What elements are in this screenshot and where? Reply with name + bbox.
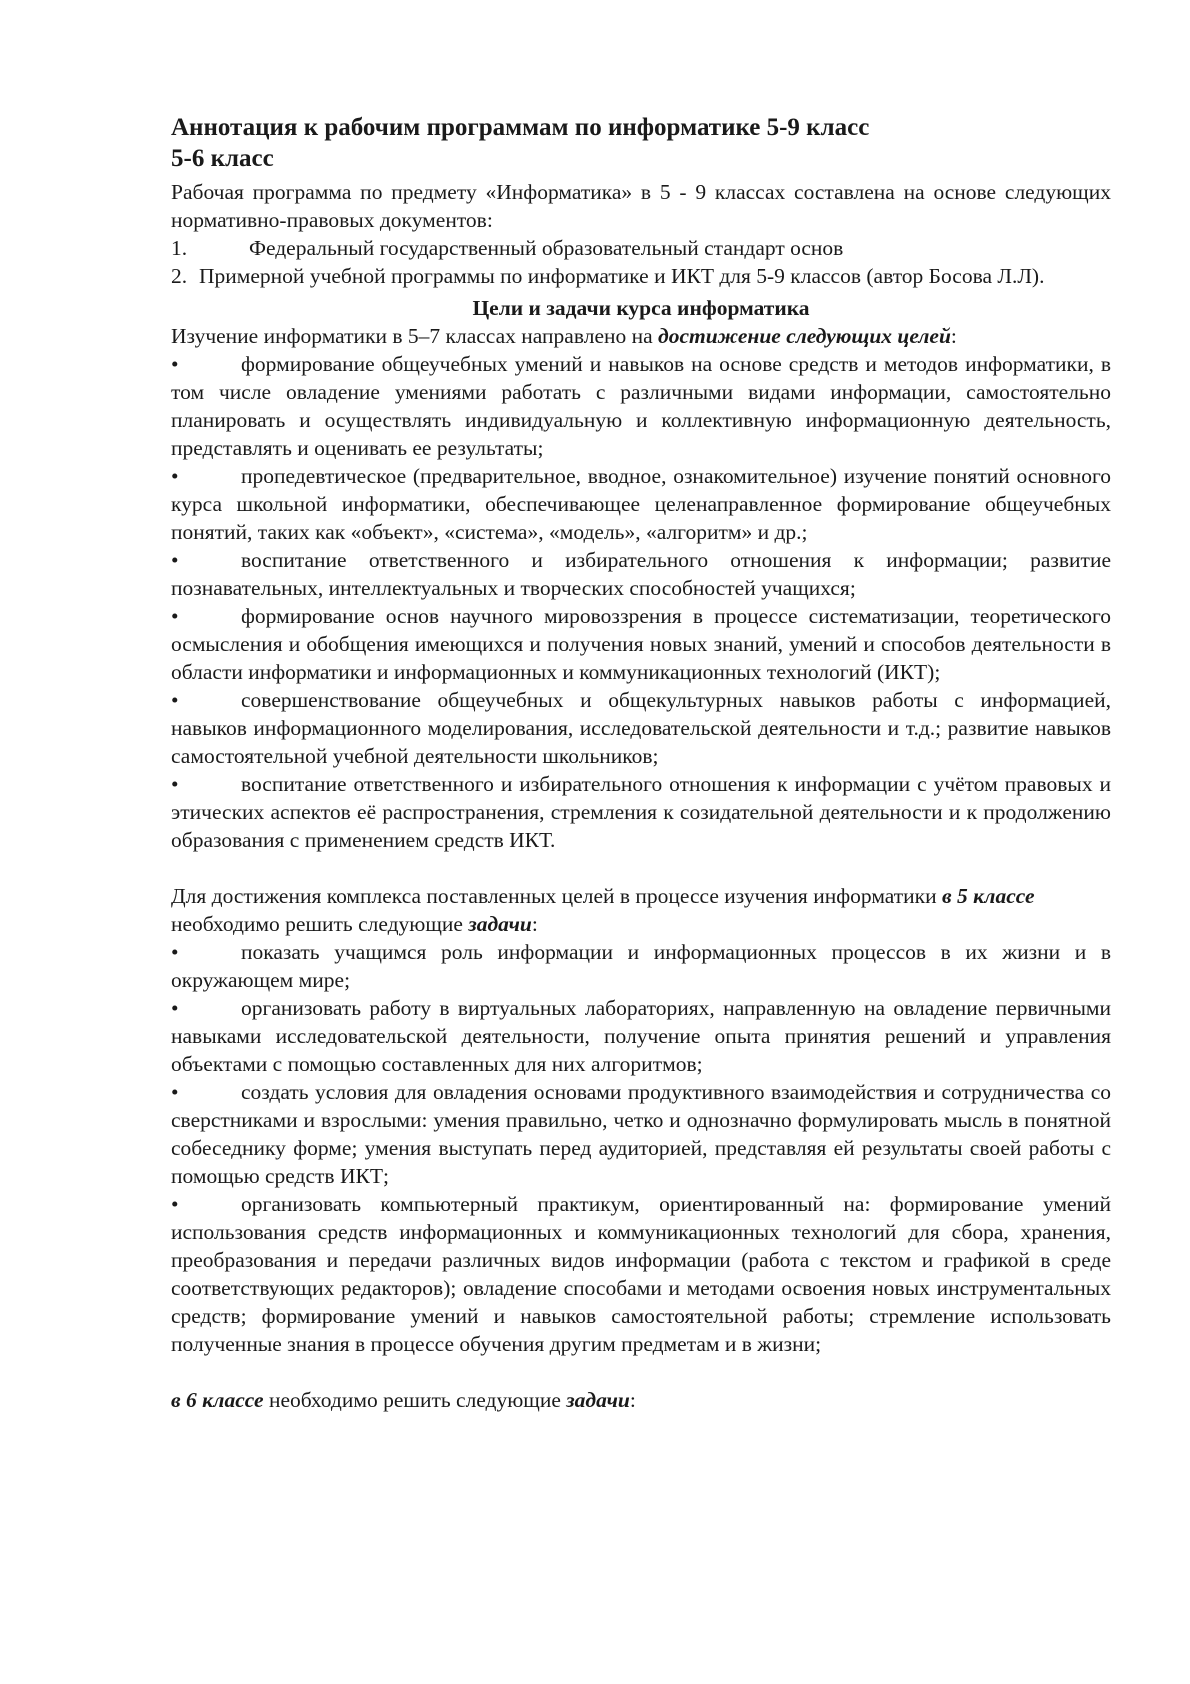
list-item: • формирование основ научного мировоззрения в процессе систематизации, теоретического осмысления и обобщения имеющихся и получения новых знаний, умений и способов деятельности в области информатики и информационных и коммуникационных технологий (ИКТ); — [171, 604, 1111, 684]
list-item: • показать учащимся роль информации и информационных процессов в их жизни и в окружающем мире; — [171, 940, 1111, 992]
tasks5-intro: Для достижения комплекса поставленных целей в процессе изучения информатики в 5 классе необходимо решить следующие задачи: — [171, 884, 1035, 936]
bullet-icon: • — [171, 548, 179, 572]
document-body — [171, 112, 1111, 1414]
spacer — [171, 854, 1111, 882]
bullet-icon: • — [171, 940, 179, 964]
spacer — [171, 1358, 1111, 1386]
document-title: Аннотация к рабочим программам по информатике 5-9 класс — [171, 114, 870, 141]
goals-list — [171, 350, 1111, 854]
list-text: Примерной учебной программы по информатике и ИКТ для 5-9 классов (автор Босова Л.Л). — [199, 264, 1045, 288]
intro-paragraph: Рабочая программа по предмету «Информатика» в 5 - 9 классах составлена на основе следующих нормативно-правовых документов: — [171, 180, 1111, 232]
bullet-icon: • — [171, 772, 179, 796]
bullet-icon: • — [171, 1192, 179, 1216]
list-item: • создать условия для овладения основами продуктивного взаимодействия и сотрудничества со сверстниками и взрослыми: умения правильно, четко и однозначно формулировать мысль в понятной собеседнику форме; умения выступать перед аудиторией, представляя ей результаты своей работы с помощью средств ИКТ; — [171, 1080, 1111, 1188]
goals-emphasis: достижение следующих целей — [658, 324, 951, 348]
list-text: Федеральный государственный образовательный стандарт основ — [249, 236, 844, 260]
document-subtitle: 5-6 класс — [171, 145, 274, 172]
list-item: • пропедевтическое (предварительное, вводное, ознакомительное) изучение понятий основного курса школьной информатики, обеспечивающее целенаправленное формирование общеучебных понятий, таких как «объект», «система», «модель», «алгоритм» и др.; — [171, 464, 1111, 544]
tasks-emphasis: задачи — [566, 1388, 630, 1412]
document-list-item — [171, 262, 1111, 290]
list-item: • формирование общеучебных умений и навыков на основе средств и методов информатики, в том числе овладение умениями работать с различными видами информации, самостоятельно планировать и осуществлять индивидуальную и коллективную информационную деятельность, представлять и оценивать ее результаты; — [171, 352, 1111, 460]
grade5-emphasis: в 5 классе — [942, 884, 1035, 908]
bullet-icon: • — [171, 688, 179, 712]
goals-intro: Изучение информатики в 5–7 классах направлено на достижение следующих целей: — [171, 324, 957, 348]
tasks5-list — [171, 938, 1111, 1358]
list-number: 2. — [171, 264, 188, 288]
bullet-icon: • — [171, 352, 179, 376]
list-item: • совершенствование общеучебных и общекультурных навыков работы с информацией, навыков информационного моделирования, исследовательской деятельности и т.д.; развитие навыков самостоятельной учебной деятельности школьников; — [171, 688, 1111, 768]
document-list-item — [171, 234, 1111, 262]
tasks-emphasis: задачи — [468, 912, 532, 936]
list-item: • воспитание ответственного и избирательного отношения к информации с учётом правовых и этических аспектов её распространения, стремления к созидательной деятельности и к продолжению образования с применением средств ИКТ. — [171, 772, 1111, 852]
tasks6-intro: в 6 классе необходимо решить следующие задачи: — [171, 1388, 636, 1412]
grade6-emphasis: в 6 классе — [171, 1388, 264, 1412]
list-item: • организовать компьютерный практикум, ориентированный на: формирование умений использования средств информационных и коммуникационных технологий для сбора, хранения, преобразования и передачи различных видов информации (работа с текстом и графикой в среде соответствующих редакторов); овладение способами и методами освоения новых инструментальных средств; формирование умений и навыков самостоятельной работы; стремление использовать полученные знания в процессе обучения другим предметам и в жизни; — [171, 1192, 1111, 1356]
bullet-icon: • — [171, 996, 179, 1020]
list-item: • воспитание ответственного и избирательного отношения к информации; развитие познавательных, интеллектуальных и творческих способностей учащихся; — [171, 548, 1111, 600]
list-item: • организовать работу в виртуальных лабораториях, направленную на овладение первичными навыками исследовательской деятельности, получение опыта принятия решений и управления объектами с помощью составленных для них алгоритмов; — [171, 996, 1111, 1076]
bullet-icon: • — [171, 604, 179, 628]
bullet-icon: • — [171, 464, 179, 488]
list-number: 1. — [171, 236, 188, 260]
goals-heading: Цели и задачи курса информатика — [472, 296, 810, 320]
bullet-icon: • — [171, 1080, 179, 1104]
